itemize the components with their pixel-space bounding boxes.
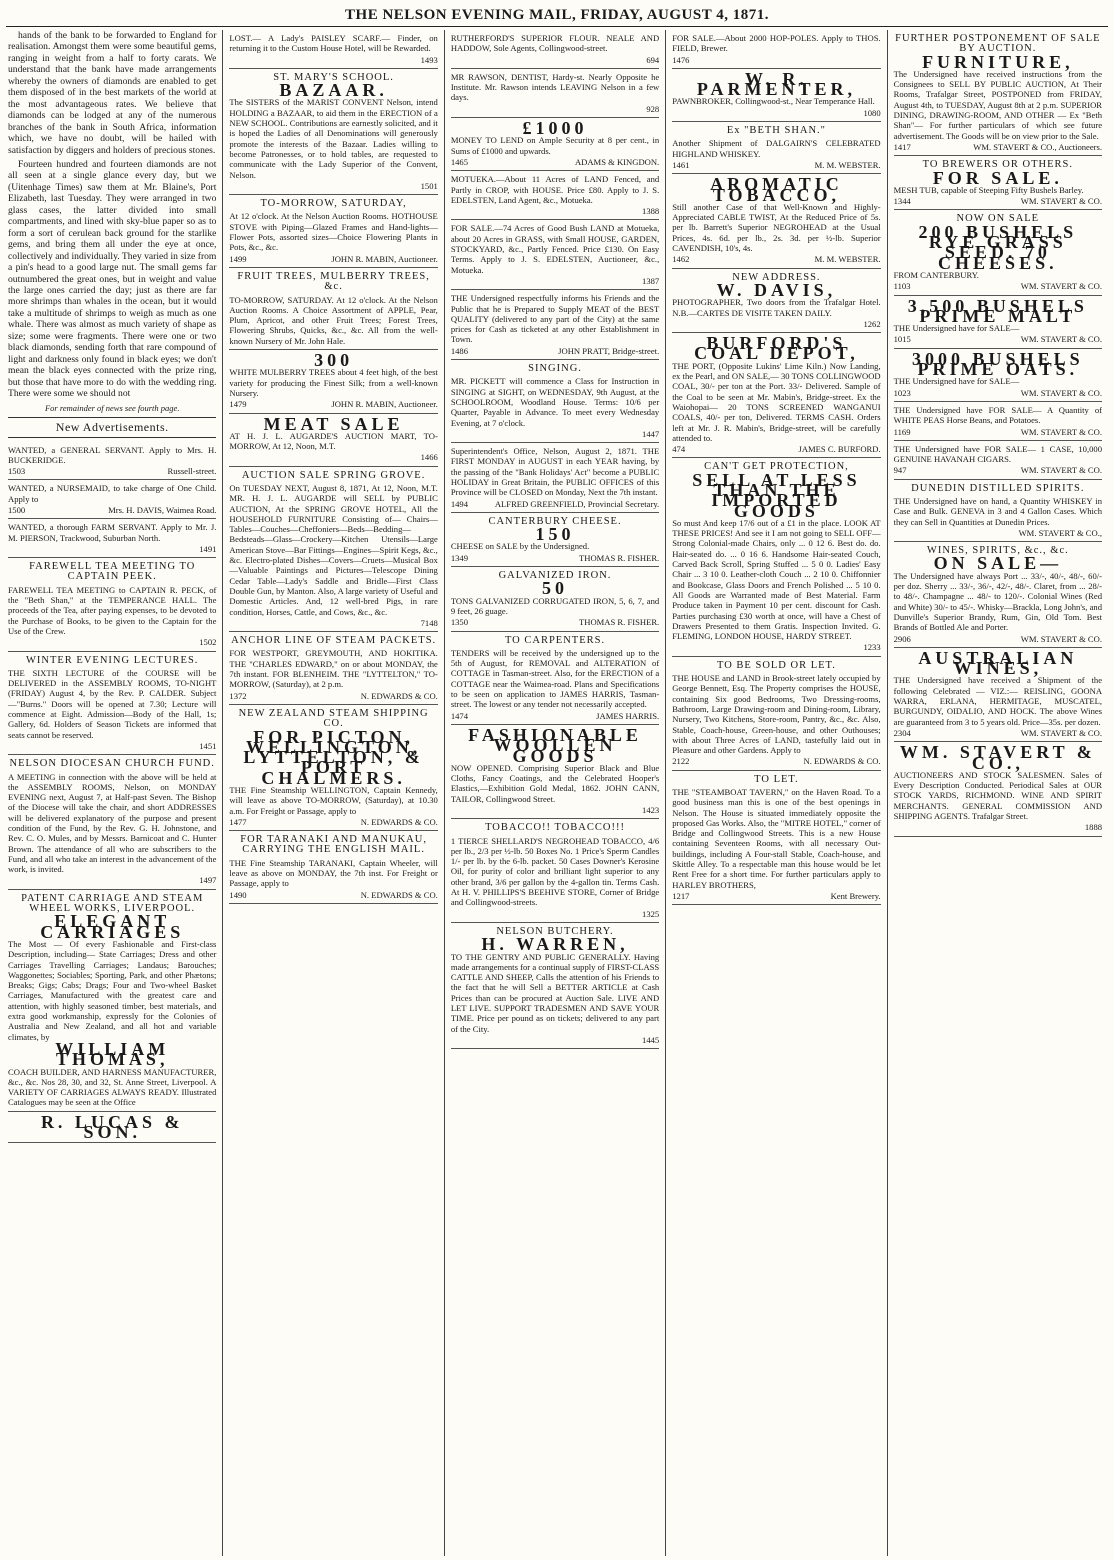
advertisement [451, 923, 659, 1049]
ad-heading: NELSON DIOCESAN CHURCH FUND. [9, 758, 215, 770]
ad-signature: 1423 [642, 805, 660, 815]
news-paragraph: Fourteen hundred and fourteen diamonds are not all seen at a single glance every day, but we (Uitenhage Times) saw them at Mr. Blaine's, Port Elizabeth, last Tuesday. They were arranged in two glass cases, the latter divided into small compartments, and lined with sky-blue paper so as to form a sort of cerulean back ground for the starlike gems, and bring them all under the eye at once, collectively and individually. They varied in size from a pin's head to a good large nut. The small gems far outnumbered the great ones, but in weight and value the large ones carried the day; just as there are far more shrimps than whales in the ocean, but it would take a multitude of shrimps to weigh as much as one whale. There was almost as much variety of shape as size; some were fragments. There were one or two black diamonds, sending forth that rare compound of light and darkness only found in black eyes; we don't mean the black eyes connected with the prize ring, but those that have more to do with the wedding ring. There were some we should not [8, 158, 217, 400]
ad-number: 1486 [450, 345, 468, 356]
ad-body: THE Fine Steamship TARANAKI, Captain Wheeler, will leave as above on MONDAY, the 7th inst. For Freight or Passage, apply to [229, 857, 438, 889]
ad-body: On TUESDAY NEXT, August 8, 1871, At 12, Noon, M.T. MR. H. J. L. AUGARDE will SELL by PUBLIC AUCTION, At the SPRING GROVE HOTEL, All the HOUSEHOLD FURNITURE Consisting of— Chairs—Tables—Couches—Cheffoniers—Beds—Bedding—Bedsteads—Glass—Crockery—Kitchen Utensils—Large American Stove—Bar Fittings—Engines—Spirit Kegs, &c., &c. Electro-plated Dishes—Covers—Cruets—Musical Box—Valuable Paintings and Pictures—Telescope Dining Cedar Table—Lady's Saddle and Bridle—First Class Double Gun, by Manton. Also, A large variety of Useful and Domestic Articles. And, 12 well-bred Pigs, in rare condition, Horses, Cattle, and Cows, &c., &c. [229, 482, 438, 617]
ad-heading: CAN'T GET PROTECTION, [704, 461, 849, 473]
ad-signature: 1387 [642, 275, 660, 286]
advertisement [672, 333, 880, 458]
advertisement [894, 648, 1102, 742]
ad-signature: THOMAS R. FISHER. [578, 552, 660, 563]
column-1 [6, 30, 222, 1556]
ad-heading: NOW ON SALE [956, 213, 1040, 225]
ad-number: 1349 [450, 552, 468, 563]
ad-body: THE Undersigned have on hand, a Quantity WHISKEY in Case and Bulk. GENEVA in 3 and 4 Gallon Cases. Which they can Sell in Quantities at Dunedin Prices. [893, 495, 1103, 527]
ad-number: 1344 [893, 196, 911, 207]
ad-heading: FURTHER POSTPONEMENT OF SALE BY AUCTION. [895, 33, 1101, 55]
ad-signature-row [451, 276, 659, 286]
ad-display-line: FOR SALE. [932, 167, 1063, 188]
ad-signature: 694 [646, 54, 660, 65]
ad-signature: JOHN R. MABIN, Auctioneer. [331, 399, 438, 410]
ad-body: CHEESE on SALE by the Undersigned. [450, 541, 590, 552]
ad-number: 1490 [229, 889, 247, 900]
ad-heading: WINES, SPIRITS, &c., &c. [926, 545, 1069, 557]
ad-body: Superintendent's Office, Nelson, August 2, 1871. THE FIRST MONDAY in AUGUST in each YEAR having, by the passing of the "Bank Holidays' Act" become a PUBLIC HOLIDAY in Great Britain, the PUBLIC OFFICES of this Province will be CLOSED on Monday, Next the 7th instant. [450, 446, 660, 498]
ad-body: The SISTERS of the MARIST CONVENT Nelson, intend HOLDING a BAZAAR, to aid them in the ERECTION of a NEW SCHOOL. Contributions are earnestly solicited, and it is hoped the Ladies of all Denominations will generously promote the interests of the Bazaar. Ladies willing to become Patronesses, or to hold tables, are requested to communicate with the Lady Superior of the Convent, Nelson. [229, 97, 438, 180]
ad-signature-row [451, 429, 659, 439]
ad-signature-row [451, 157, 659, 167]
ad-signature-row [8, 544, 216, 554]
ad-body: FOR WESTPORT, GREYMOUTH, AND HOKITIKA. THE "CHARLES EDWARD," on or about MONDAY, the 7th instant. FOR BLENHEIM. THE "LYTTELTON," TO-MORROW, (Saturday), at 2 p.m. [229, 648, 438, 690]
ad-display-line: WM. STAVERT & CO., [899, 742, 1096, 773]
ad-signature: 1466 [420, 452, 438, 463]
ad-heading: TO BE SOLD OR LET. [717, 659, 836, 671]
ad-signature-row [229, 890, 437, 900]
news-paragraph: hands of the bank to be forwarded to England for realisation. Amongst them were some beautiful gems, ranging in weight from a half to forty carats. We understand that the bank have made arrangements whereby the owners of diamonds are enabled to get them disposed of in the best markets of the world at the most advantageous rates. We believe that diamonds can be lodged at any of the numerous branches of the bank in South Africa, information which, we have no doubt, will be hailed with satisfaction by diggers and holders of precious stones. [8, 30, 217, 156]
ad-signature: 1325 [642, 908, 660, 919]
ad-heading: NEW ZEALAND STEAM SHIPPING CO. [238, 707, 429, 730]
ad-signature: WM. STAVERT & CO. [1020, 633, 1103, 644]
advertisement [229, 69, 437, 195]
ad-signature: Kent Brewery. [830, 890, 881, 901]
ad-body: THE "STEAMBOAT TAVERN," on the Haven Road. To a good business man this is one of the best openings in Nelson. The House is situated immediately opposite the proposed Gas Works. Also, the "MITRE HOTEL," corner of Bridge and Collingwood Streets. This is a new House containing Seventeen Rooms, with all necessary Out-buildings, including A Four-stall Stable, Coach-house, and Skittle Alley. To a respectable man this house would be let Rent Free for a short time. For further particulars apply to HARLEY BROTHERS, [672, 787, 881, 890]
ad-heading: TO-MORROW, SATURDAY, [260, 198, 407, 210]
advertisement [229, 705, 437, 831]
ad-body: MONEY TO LEND on Ample Security at 8 per cent., in Sums of £1000 and upwards. [450, 135, 660, 156]
ad-heading: TO CARPENTERS. [504, 634, 606, 646]
ad-signature-row [894, 728, 1102, 738]
ad-body: TONS GALVANIZED CORRUGATED IRON, 5, 6, 7, and 9 feet, 26 guage. [450, 595, 660, 616]
ad-signature: Mrs. H. DAVIS, Waimea Road. [108, 504, 217, 515]
ad-signature: WM. STAVERT & CO. [1020, 426, 1103, 437]
ad-signature-row [229, 691, 437, 701]
ad-signature-row [894, 528, 1102, 538]
ad-signature: 1451 [199, 740, 217, 751]
ad-signature-row [672, 891, 880, 901]
advertisement [672, 269, 880, 333]
ad-signature-row [672, 642, 880, 652]
ad-signature-row [672, 55, 880, 65]
ad-signature: JOHN PRATT, Bridge-street. [558, 345, 660, 356]
ad-signature-row [451, 617, 659, 627]
advertisement [894, 480, 1102, 542]
advertisement [8, 480, 216, 519]
ad-body: MESH TUB, capable of Steeping Fifty Bushels Barley. [893, 184, 1084, 195]
ad-signature-row [894, 196, 1102, 206]
ad-body: THE Undersigned have FOR SALE— A Quantity of WHITE PEAS Horse Beans, and Potatoes. [893, 404, 1103, 426]
ad-signature: N. EDWARDS & CO. [360, 889, 438, 900]
ad-display-line: WILLIAM THOMAS, [55, 1038, 170, 1070]
ad-signature-row [229, 55, 437, 65]
advertisement [894, 156, 1102, 210]
ad-heading: NEW ADDRESS. [732, 271, 821, 283]
advertisement [451, 725, 659, 819]
advertisement [8, 890, 216, 1112]
ad-body: FOR SALE.—About 2000 HOP-POLES. Apply to THOS. FIELD, Brewer. [672, 33, 881, 54]
ad-signature-row [672, 319, 880, 329]
ad-display-line: FURNITURE, [922, 51, 1074, 72]
ad-body: LOST.— A Lady's PAISLEY SCARF.— Finder, on returning it to the Custom House Hotel, will be Rewarded. [229, 33, 438, 54]
ad-body: The Most — Of every Fashionable and First-class Description, including— State Carriages; Dress and other Carriages Travelling Carriages; Landaus; Barouches; Waggonettes; Sociables; Sporting, Park, and other Phætons; Breaks; Gigs; Cabs; Drags; Four and Two-wheel Basket Carriages, Manufactured with the greatest care and attention, with highly seasoned timber, best materials, and extra good workmanship, expressly for the Colonies of Australia and New Zealand, and all hot and variable climates, by [8, 938, 217, 1042]
ad-body: AUCTIONEERS AND STOCK SALESMEN. Sales of Every Description Conducted. Periodical Sales at OUR STOCK YARDS, RICHMOND. WINE AND SPIRIT MERCHANTS. GENERAL COMMISSION AND SHIPPING AGENTS. Trafalgar Street. [893, 769, 1103, 821]
ad-body: COACH BUILDER, AND HARNESS MANUFACTURER, &c., &c. Nos 28, 30, and 32, St. Anne Street, Liverpool. A VARIETY OF CARRIAGES ALWAYS READY. Illustrated Catalogues may be seen at the Office [8, 1066, 217, 1108]
ad-heading: SINGING. [528, 363, 582, 375]
ad-heading: TO LET. [754, 773, 799, 785]
ad-body: TO-MORROW, SATURDAY. At 12 o'clock. At the Nelson Auction Rooms. A Choice Assortment of APPLE, Pear, Plum, Apricot, and other Fruit Trees; Forest Trees, Flowering Shrubs, Quicks, &c., &c. All from the well-known Nursery of Mr. John Hale. [229, 294, 438, 346]
ad-display-line: FOR PICTON, WELLINGTON, LYTTELTON, & PORT CHALMERS. [243, 726, 424, 788]
ad-body: TENDERS will be received by the undersigned up to the 5th of August, for REMOVAL and ALTERATION of COTTAGE in Tasman-street. Also, for the ERECTION of a COTTAGE near the Waimea-road. Plans and Specifications to be seen on application to JAMES HARRIS, Tasman-street. The lowest or any tender not necessarily accepted. [450, 647, 660, 710]
ad-body: MR RAWSON, DENTIST, Hardy-st. Nearly Opposite he Institute. Mr. Rawson intends LEAVING Nelson in a few days. [450, 71, 660, 103]
ad-signature: 1493 [420, 54, 438, 65]
ad-number: 1217 [672, 890, 690, 901]
ad-signature: WM. STAVERT & CO. [1020, 196, 1103, 207]
advertisement [894, 402, 1102, 441]
ad-heading: GALVANIZED IRON. [498, 570, 612, 582]
ad-body: PAWNBROKER, Collingwood-st., Near Temperance Hall. [672, 96, 875, 107]
ad-number: 1462 [672, 254, 690, 265]
ad-signature: M. M. WEBSTER. [814, 159, 881, 170]
advertisement [451, 513, 659, 567]
advertisement [894, 742, 1102, 836]
ad-number: 1503 [8, 466, 26, 477]
ad-body: THE Fine Steamship WELLINGTON, Captain Kennedy, will leave as above TO-MORROW, (Saturday), at 10.30 a.m. For Freight or Passage, apply to [229, 785, 438, 816]
ad-signature-row [672, 254, 880, 264]
ad-number: 2122 [672, 756, 690, 767]
advertisement [451, 30, 659, 69]
remainder-note: For remainder of news see fourth page. [44, 402, 180, 413]
ad-display-line: 3,500 BUSHELS PRIME MALT [907, 295, 1088, 326]
ad-number: 1500 [8, 504, 26, 515]
advertisement [672, 657, 880, 771]
ad-number: 474 [672, 444, 686, 455]
ad-signature-row [8, 741, 216, 751]
ad-signature-row [894, 388, 1102, 398]
ad-display-line: AUSTRALIAN WINES, [918, 647, 1078, 679]
ad-body: NOW OPENED. Comprising Superior Black and Blue Cloths, Fancy Coatings, and the Celebrated Hooper's Elastics,—Exhibition Gold Medal, 1862. JOHN CANN, TAILOR, Collingwood Street. [450, 762, 660, 804]
ad-signature: M. M. WEBSTER. [814, 254, 881, 265]
ad-body: FOR SALE.—74 Acres of Good Bush LAND at Motueka, about 20 Acres in GRASS, with Small HOUSE, GARDEN, STOCKYARD, &c., Partly Fenced. Price £130. On Easy Terms. Apply to J. S. EDELSTEN, Auctioneer, &c., Motueka. [450, 223, 660, 275]
ad-number: 1169 [893, 426, 911, 437]
ad-signature-row [229, 181, 437, 191]
advertisement [8, 755, 216, 890]
ad-signature-row [8, 466, 216, 476]
ad-signature: WM. STAVERT & CO. [1020, 281, 1103, 292]
advertisement [229, 414, 437, 467]
ad-number: 1461 [672, 159, 690, 170]
ad-signature-row [451, 499, 659, 509]
ad-signature: 1445 [642, 1034, 660, 1045]
ad-number: 2304 [893, 727, 911, 738]
ad-body: So must And keep 17/6 out of a £1 in the place. LOOK AT THESE PRICES! And see it I am not going to SELL OFF— Strong Colonial-made Chairs, only ... 0 12 6. Best do. do. Hair-seated do. ... 0 16 6. Handsome Hair-seated Couch, Carved Back Scroll, Spring Stuffed ... 5 0 0. Ladies' Easy Chair ... 3 10 0. Leather-cloth Couch ... 2 10 0. Chiffonnier and Bookcase, Glass Doors and French Polished ... 5 10 0. All Goods are Warranted made of Best Material. Farm Produce taken in Payment 10 per cent. discount for Cash. Parties purchasing £30 worth at once, will have a Chest of Drawers Presented to them Gratis. Inspection Invited. G. FLEMING, LONDON HOUSE, HARDY STREET. [672, 517, 881, 642]
ad-number: 1023 [893, 387, 911, 398]
ad-signature-row [229, 618, 437, 628]
ad-signature-row [229, 399, 437, 409]
ad-signature-row [8, 505, 216, 515]
ad-display-line: BAZAAR. [279, 80, 388, 101]
ad-signature-row [451, 553, 659, 563]
ad-heading: DUNEDIN DISTILLED SPIRITS. [911, 482, 1085, 494]
ad-body: RUTHERFORD'S SUPERIOR FLOUR. NEALE AND HADDOW, Sole Agents, Collingwood-street. [450, 33, 660, 54]
column-3 [444, 30, 665, 1556]
ad-body: FROM CANTERBURY. [893, 269, 979, 280]
ad-display-line: ELEGANT CARRIAGES [40, 911, 185, 942]
ad-signature: JAMES HARRIS. [596, 710, 660, 721]
ad-number: 1417 [893, 141, 911, 152]
ad-signature: 7148 [420, 617, 438, 628]
ad-body: PHOTOGRAPHER, Two doors from the Trafalgar Hotel. N.B.—CARTES DE VISITE TAKEN DAILY. [672, 297, 881, 318]
ad-number: 1465 [450, 156, 468, 167]
ad-heading: TO BREWERS OR OTHERS. [922, 159, 1073, 171]
ad-signature: 1501 [420, 180, 438, 191]
ad-body: WANTED, a NURSEMAID, to take charge of One Child. Apply to [8, 483, 217, 504]
ad-signature-row [451, 711, 659, 721]
ad-signature: 1080 [863, 107, 881, 118]
columns [6, 30, 1108, 1556]
column-2 [222, 30, 443, 1556]
ad-signature-row [672, 108, 880, 118]
ad-heading: ST. MARY'S SCHOOL. [273, 71, 394, 83]
ad-heading: PATENT CARRIAGE AND STEAM WHEEL WORKS, LIVERPOOL. [21, 892, 204, 915]
ad-signature: ALFRED GREENFIELD, Provincial Secretary. [494, 498, 660, 509]
ad-display-line: BURFORD'S COAL DEPOT, [694, 333, 859, 364]
ad-number: 1015 [893, 334, 911, 345]
advertisement [451, 69, 659, 118]
ad-signature-row [894, 634, 1102, 644]
advertisement [451, 118, 659, 171]
column-5 [887, 30, 1108, 1556]
ad-signature-row [894, 142, 1102, 152]
ad-list [672, 30, 880, 905]
advertisement [451, 360, 659, 443]
ad-body: THE SIXTH LECTURE of the COURSE will be DELIVERED in the ASSEMBLY ROOMS, TO-NIGHT (FRIDAY) August 4, by the Rev. P. CALDER. Subject—"Burns." Doors will be opened at 7.30; Lecture will commence at Eight. Admission—Body of the Hall, 1s; Gallery, 6d. Holders of Season Tickets are informed that seats cannot be reserved. [8, 667, 217, 740]
advertisement [229, 195, 437, 268]
advertisement [8, 519, 216, 558]
column-4 [665, 30, 886, 1556]
ad-heading: FRUIT TREES, MULBERRY TREES, &c. [237, 270, 430, 293]
ad-body: The Undersigned have always Port ... 33/-, 40/-, 48/-, 60/- per doz. Sherry ... 33/-, 36/-, 42/-, 48/-. Claret, from ... 28/- to 48/-. Champagne ... 48/- to 120/-. Colonial Wines (Red and White) 30/- to 45/-. Whisky—Brackla, Long John's, and Dunville's Superior Brandy, Rum, Gin, Old Tom. Best Brands of Bottled Ale and Porter. [893, 570, 1103, 633]
advertisement [894, 349, 1102, 402]
ad-number: 947 [893, 465, 907, 476]
ad-heading: AUCTION SALE SPRING GROVE. [241, 469, 426, 481]
ad-heading: Ex "BETH SHAN." [726, 125, 826, 137]
ad-body: The Undersigned have received instructions from the Consignees to SELL BY PUBLIC AUCTION, At Their Rooms, Trafalgar Street, POSTPONED from FRIDAY, August 4th, to TUESDAY, August 8th at 2 p.m. SUPERIOR DINING, DRAWING-ROOM, AND OTHER — Ex "Beth Shan"— For further particulars of which see future advertisement. The Goods will be on view prior to the Sale. [893, 68, 1103, 141]
ad-signature-row [229, 254, 437, 264]
ad-body: A MEETING in connection with the above will be held at the ASSEMBLY ROOMS, Nelson, on MONDAY EVENING next, August 7, at Half-past Seven. The Bishop of the Diocese will take the chair, and short ADDRESSES will be delivered explanatory of the purpose and present condition of the Fund, by the Rev. G. H. Johnstone, and Rev. C. O. Mules, and by Messrs. Barnicoat and C. Hunter Brown. The attendance of all who are subscribers to the Fund, and all who take an interest in the advancement of the work, is invited. [8, 771, 217, 875]
ad-body: Still another Case of that Well-Known and Highly-Appreciated CABLE TWIST, At the Reduced Price of 5s. per lb. Barrett's Superior NEGROHEAD at the Usual Prices, 4s. 6d. per lb., 2s. 3d. per ½-lb. Superior CAVENDISH, 10's, 4s. [672, 201, 881, 254]
advertisement [894, 542, 1102, 648]
ad-body: THE Undersigned respectfully informs his Friends and the Public that he is Prepared to Supply MEAT of the BEST QUALITY (delivered to any part of the City) at the same prices for Cash as ticketed at any other Establishment in Town. [450, 293, 660, 345]
ad-display-line: 3000 BUSHELS PRIME OATS. [912, 348, 1084, 380]
advertisement [672, 69, 880, 122]
ad-signature-row [894, 281, 1102, 291]
ad-signature: ADAMS & KINGDON. [574, 156, 660, 167]
advertisement [229, 632, 437, 705]
ad-body: THE Undersigned have received a Shipment of the following Celebrated — VIZ.:— REISLING, GOONA WARRA, ERLANA, HERMITAGE, MUSCATEL, BURGUNDY, OIDALIO, AND HOCK. The above Wines are guaranteed from 3 to 5 years old. Price—35s. per dozen. [893, 675, 1103, 727]
advertisement [451, 443, 659, 513]
advertisement [672, 771, 880, 906]
ad-signature: 1233 [863, 642, 881, 653]
ad-number: 1494 [450, 498, 468, 509]
ad-list [451, 30, 659, 1049]
ad-signature-row [894, 427, 1102, 437]
advertisement [672, 174, 880, 268]
ad-body: TO THE GENTRY AND PUBLIC GENERALLY. Having made arrangements for a continual supply of FIRST-CLASS CATTLE AND SHEEP, Calls the attention of his Friends to the fact that he will Sell a BETTER ARTICLE at Cash Prices than can be procured at Auction Sale. LIVE AND LET LIVE. SUPPORT TRADESMEN AND SAVE YOUR TIME. Price per pound as on tickets; delivered to any part of the City. [450, 951, 660, 1034]
ad-display-line: MEAT SALE [263, 413, 404, 434]
ad-signature-row [672, 444, 880, 454]
advertisement [229, 467, 437, 632]
masthead: THE NELSON EVENING MAIL, FRIDAY, AUGUST 4, 1871. [6, 4, 1108, 27]
ad-signature: N. EDWARDS & CO. [360, 690, 438, 701]
ad-signature-row [672, 160, 880, 170]
advertisement [894, 441, 1102, 480]
advertisement [229, 30, 437, 69]
advertisement [894, 296, 1102, 349]
ad-display-line: £1000 [522, 118, 588, 139]
ad-signature: N. EDWARDS & CO. [360, 816, 438, 827]
ad-display-line: 150 [535, 524, 575, 545]
ad-body: WHITE MULBERRY TREES about 4 feet high, of the best variety for producing the Finest Silk; from a well-known Nursery. [229, 367, 438, 398]
ad-display-line: FASHIONABLE WOOLLEN GOODS [468, 724, 642, 766]
ad-list [894, 30, 1102, 837]
advertisement [229, 831, 437, 904]
ad-signature-row [451, 346, 659, 356]
section-heading: New Advertisements. [8, 417, 216, 438]
ad-signature: WM. STAVERT & CO. [1020, 465, 1103, 476]
ad-signature-row [229, 817, 437, 827]
ad-display-line: ON SALE— [933, 553, 1063, 574]
advertisement [451, 819, 659, 923]
ad-display-line: 200 BUSHELS RYE GRASS SEED. 70 CHEESES. [918, 221, 1078, 273]
ad-heading: NELSON BUTCHERY. [496, 925, 614, 937]
advertisement [672, 458, 880, 656]
advertisement [8, 558, 216, 651]
advertisement [229, 268, 437, 350]
ad-display-line: H. WARREN, [481, 934, 629, 955]
ad-signature-row [451, 1035, 659, 1045]
ad-signature-row [451, 104, 659, 114]
ad-signature: N. EDWARDS & CO. [803, 756, 881, 767]
ad-body: Another Shipment of DALGAIRN'S CELEBRATED HIGHLAND WHISKEY. [672, 138, 881, 159]
ad-heading: CANTERBURY CHEESE. [488, 515, 622, 527]
advertisement [894, 210, 1102, 295]
ad-body: THE PORT, (Opposite Lukins' Lime Kiln.) Now Landing, ex the Pearl, and ON SALE,— 30 TONS COLLINGWOOD COAL, 30/- per ton at the Port. 33/- Delivered. Sample of the Coal to be seen at Mr. Mabin's, Bridge-street. Ex the Waiohopai— 20 TONS SCREENED WANGANUI COALS, 40/- per ton, Delivered. TERMS CASH. Orders left at Mr. J. R. Mabin's, Bridge-street, will be carefully attended to. [672, 360, 881, 443]
advertisement [8, 1112, 216, 1144]
ad-number: 1499 [229, 253, 247, 264]
advertisement [894, 30, 1102, 156]
ad-signature: 1447 [642, 428, 660, 439]
ad-heading: WINTER EVENING LECTURES. [25, 654, 199, 666]
ad-number: 2906 [893, 633, 911, 644]
ad-body: AT H. J. L. AUGARDE'S AUCTION MART, TO-MORROW, At 12, Noon, M.T. [229, 430, 438, 452]
ad-signature-row [451, 909, 659, 919]
ad-number: 1479 [229, 399, 247, 410]
ad-signature-row [451, 805, 659, 815]
ad-signature-row [894, 465, 1102, 475]
ad-number: 1477 [229, 816, 247, 827]
ad-display-line: 50 [542, 578, 569, 599]
ad-signature: 1888 [1084, 822, 1103, 833]
advertisement [451, 632, 659, 725]
ad-body: MOTUEKA.—About 11 Acres of LAND Fenced, and Partly in CROP, with HOUSE. Price £80. Apply to J. S. EDELSTEN, Land Agent, &c., Motueka. [450, 174, 660, 205]
advertisement [451, 171, 659, 220]
ad-body: THE Undersigned have for SALE— [893, 323, 1020, 334]
ad-signature: WM. STAVERT & CO. [1020, 387, 1103, 398]
ad-body: THE Undersigned have FOR SALE— 1 CASE, 10,000 GENUINE HAVANAH CIGARS. [893, 443, 1103, 465]
ad-number: 1350 [450, 617, 468, 628]
ad-display-line: SELL AT LESS THAN THE IMPORTED GOODS [692, 469, 861, 521]
ad-body: At 12 o'clock. At the Nelson Auction Rooms. HOTHOUSE STOVE with Piping—Glazed Frames and Hand-lights—Flower Pots, assorted sizes—Choice Flowering Plants in Pots, &c., &c. [229, 211, 438, 253]
ad-signature: 1502 [199, 637, 217, 648]
advertisement [672, 30, 880, 69]
ad-display-line: W. DAVIS, [716, 279, 837, 300]
ad-signature-row [451, 206, 659, 216]
ad-number: 1103 [893, 281, 911, 292]
ad-body: 1 TIERCE SHELLARD'S NEGROHEAD TOBACCO, 4/6 per lb., 2/3 per ½-lb. 50 Boxes No. 1 Price's Sperm Candles 1/- per lb. by the 6-lb. packet. 50 Cases Downer's Kerosine Oil, for purity of color and brilliant light superior to any other brand, 3/6 per gallon by the 4-gallon tin. Terms Cash. At H. V. PHILLIPS'S BEEHIVE STORE, Corner of Bridge and Collingwood-streets. [450, 835, 660, 908]
ad-signature: WM. STAVERT & CO., [1018, 527, 1103, 538]
ad-body: WANTED, a thorough FARM SERVANT. Apply to Mr. J. M. PIERSON, Trackwood, Suburban North. [8, 522, 217, 543]
ad-signature: Russell-street. [167, 466, 217, 477]
ad-display-line: R. LUCAS & SON. [40, 1111, 184, 1143]
ad-display-line: W. R. PARMENTER, [696, 68, 856, 100]
ad-signature: THOMAS R. FISHER. [578, 617, 660, 628]
ad-heading: TOBACCO!! TOBACCO!!! [485, 822, 625, 834]
ad-display-line: 300 [314, 350, 354, 371]
advertisement [451, 290, 659, 360]
advertisement [451, 220, 659, 290]
ad-number: 1474 [450, 710, 468, 721]
ad-signature-row [894, 822, 1102, 832]
ad-signature: 1497 [199, 875, 217, 886]
ad-body: THE Undersigned have for SALE— [893, 376, 1020, 387]
advertisement [8, 442, 216, 481]
ad-signature: JOHN R. MABIN, Auctioneer. [331, 253, 438, 264]
ad-list [8, 442, 216, 1144]
ad-signature: WM. STAVERT & CO., Auctioneers. [973, 141, 1103, 152]
ad-signature: 928 [646, 103, 660, 114]
ad-signature: 1388 [642, 206, 660, 217]
ad-signature: 1262 [863, 318, 881, 329]
ad-signature: WM. STAVERT & CO. [1020, 727, 1103, 738]
ad-signature-row [8, 875, 216, 885]
ad-signature-row [451, 55, 659, 65]
ad-signature-row [894, 334, 1102, 344]
ad-number: 1372 [229, 690, 247, 701]
ad-heading: ANCHOR LINE OF STEAM PACKETS. [231, 635, 437, 647]
ad-display-line: AROMATIC TOBACCO, [710, 174, 843, 205]
ad-list [229, 30, 437, 904]
advertisement [229, 350, 437, 413]
ad-signature: JAMES C. BURFORD. [798, 444, 881, 455]
ad-body: THE HOUSE and LAND in Brook-street lately occupied by George Bennett, Esq. The Property comprises the HOUSE, containing Six good Bedrooms, Two Dressing-rooms, Bathroom, Large Drawing-room and Dining-room, Library, Nursery, Two Kitchens, Store-room, Pantry, &c., &c. Also, Stable, Coach-house, Green-house, and other Outhouses; with about Three Acres of LAND, tastefully laid out in Pleasure and other Gardens. Apply to [672, 673, 881, 756]
ad-signature: WM. STAVERT & CO. [1020, 334, 1103, 345]
ad-number: 1476 [672, 54, 690, 65]
ad-signature: 1491 [199, 543, 217, 554]
advertisement [672, 122, 880, 174]
ad-signature-row [672, 756, 880, 766]
ad-signature-row [229, 452, 437, 462]
ad-heading: FOR TARANAKI AND MANUKAU, CARRYING THE ENGLISH MAIL. [240, 834, 427, 856]
ad-body: FAREWELL TEA MEETING to CAPTAIN R. PECK, of the "Beth Shan," at the TEMPERANCE HALL. The proceeds of the Tea, after paying expenses, to be devoted to the Purchase of Books, to be given to the Captain for the Use of the Crew. [8, 584, 217, 636]
advertisement [451, 567, 659, 631]
ad-body: MR. PICKETT will commence a Class for Instruction in SINGING at SIGHT, on WEDNESDAY, 9th August, at the SCHOOLROOM, Woodland House. Terms: 10/6 per Quarter, Payable in Advance. To meet every Wednesday Evening, at 7 o'clock. [450, 376, 660, 428]
ad-heading: FAREWELL TEA MEETING TO CAPTAIN PEEK. [29, 561, 196, 583]
ad-body: WANTED, a GENERAL SERVANT. Apply to Mrs. H. BUCKERIDGE. [8, 444, 217, 465]
advertisement [8, 652, 216, 756]
ad-signature-row [8, 637, 216, 647]
